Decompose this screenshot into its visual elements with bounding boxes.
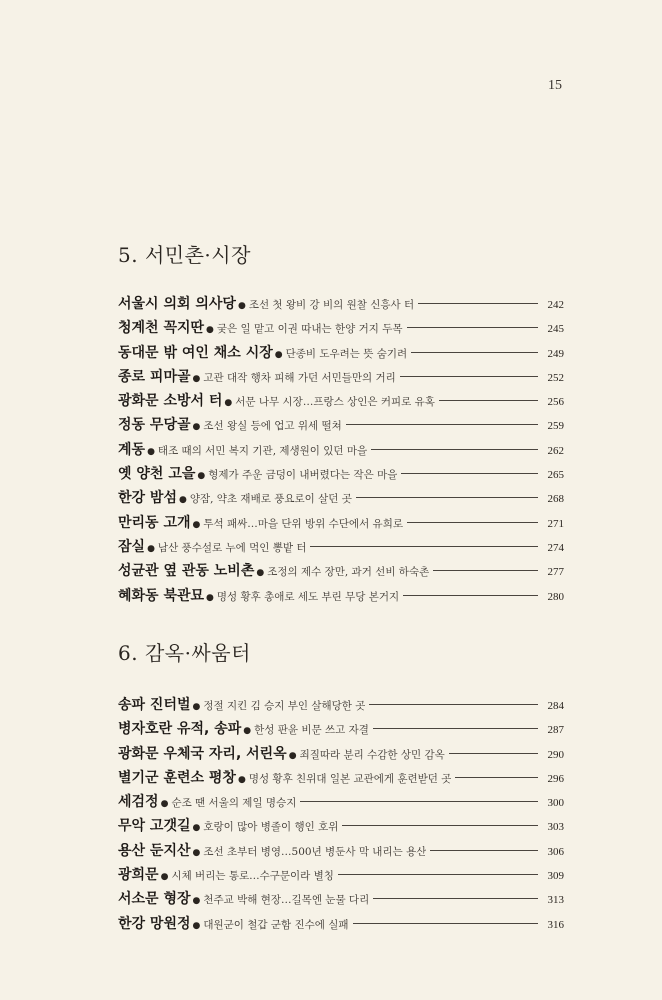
toc-entry <box>118 511 564 535</box>
bullet-icon: ● <box>147 446 155 457</box>
toc-entry <box>118 717 564 741</box>
toc-entry <box>118 341 564 365</box>
entry-description: 한성 판윤 비문 쓰고 자결 <box>254 724 369 737</box>
toc-entry <box>118 912 564 936</box>
entry-title: 계동 <box>118 441 146 458</box>
dot-leader <box>338 874 538 875</box>
entry-title: 서소문 형장 <box>118 891 191 908</box>
bullet-icon: ● <box>243 726 252 737</box>
entry-description: 대원군이 철갑 군함 진수에 실패 <box>203 918 349 931</box>
entry-description: 천주교 박해 현장…길목엔 눈물 다리 <box>203 894 370 907</box>
entry-description: 호랑이 많아 병졸이 행인 호위 <box>203 821 339 834</box>
entry-title: 송파 진터벌 <box>118 697 191 713</box>
entry-page-number: 296 <box>547 772 564 785</box>
bullet-icon: ● <box>192 702 201 712</box>
toc-entry <box>118 292 564 316</box>
dot-leader <box>371 449 538 450</box>
entry-title: 세검정 <box>118 794 159 811</box>
toc-entry <box>118 742 564 766</box>
entry-description: 고관 대작 행차 피해 가던 서민들만의 거리 <box>203 371 396 384</box>
bullet-icon: ● <box>160 799 169 810</box>
toc-entry <box>118 584 564 608</box>
entry-page-number: 280 <box>547 590 564 603</box>
entry-page-number: 284 <box>547 700 564 712</box>
entry-page-number: 245 <box>547 323 564 336</box>
entry-description: 시체 버리는 통로…수구문이라 별칭 <box>171 870 334 883</box>
bullet-icon: ● <box>192 519 201 530</box>
toc-entry-list <box>118 693 564 936</box>
entry-page-number: 259 <box>547 420 564 433</box>
entry-page-number: 287 <box>547 724 564 737</box>
dot-leader <box>353 923 538 924</box>
entry-title: 병자호란 유적, 송파 <box>118 721 242 738</box>
toc-entry <box>118 766 564 790</box>
toc-entry <box>118 559 564 583</box>
section-heading: 6. 감옥·싸움터 <box>118 641 251 665</box>
entry-title: 종로 피마골 <box>118 368 191 385</box>
entry-page-number: 300 <box>547 797 564 810</box>
dot-leader <box>356 497 538 498</box>
dot-leader <box>407 522 538 523</box>
dot-leader <box>373 898 538 899</box>
dot-leader <box>373 728 538 729</box>
toc-entry <box>118 316 564 340</box>
entry-title: 광희문 <box>118 867 159 884</box>
entry-description: 형제가 주운 금덩이 내버렸다는 작은 마을 <box>208 469 398 482</box>
entry-page-number: 309 <box>547 870 564 883</box>
bullet-icon: ● <box>256 568 265 579</box>
toc-entry <box>118 790 564 814</box>
dot-leader <box>400 376 538 377</box>
bullet-icon: ● <box>197 471 206 482</box>
entry-description: 궂은 일 맡고 이권 따내는 한양 거지 두목 <box>216 323 403 336</box>
entry-description: 투석 패싸…마을 단위 방위 수단에서 유희로 <box>203 517 403 530</box>
entry-page-number: 290 <box>547 748 564 761</box>
toc-entry <box>118 462 564 486</box>
bullet-icon: ● <box>192 847 201 858</box>
dot-leader <box>433 570 538 571</box>
entry-description: 남산 풍수설로 누에 먹인 뽕밭 터 <box>157 541 307 554</box>
toc-entry <box>118 863 564 887</box>
entry-title: 별기군 훈련소 평창 <box>118 769 236 786</box>
entry-title: 광화문 소방서 터 <box>118 393 223 410</box>
entry-description: 명성 황후 총애로 세도 부린 무당 본거지 <box>216 590 400 603</box>
entry-description: 명성 황후 친위대 일본 교관에게 훈련받던 곳 <box>248 772 452 785</box>
entry-title: 한강 망원정 <box>118 915 191 932</box>
bullet-icon: ● <box>192 422 201 433</box>
entry-page-number: 303 <box>547 821 564 834</box>
toc-entry-list <box>118 292 564 608</box>
section-seomin-chon <box>118 242 564 608</box>
entry-title: 잠실 <box>118 538 146 555</box>
entry-title: 혜화동 북관묘 <box>118 587 205 604</box>
bullet-icon: ● <box>224 398 233 409</box>
toc-entry <box>118 486 564 510</box>
entry-description: 양잠, 약초 재배로 풍요로이 살던 곳 <box>189 493 352 506</box>
section-heading: 5. 서민촌·시장 <box>118 243 251 267</box>
entry-page-number: 256 <box>547 396 564 409</box>
dot-leader <box>401 473 538 474</box>
dot-leader <box>300 801 538 802</box>
entry-page-number: 265 <box>547 469 564 482</box>
dot-leader <box>346 424 538 425</box>
entry-title: 서울시 의회 의사당 <box>118 296 236 312</box>
entry-description: 서문 나무 시장…프랑스 상인은 커피로 유혹 <box>235 396 435 409</box>
dot-leader <box>407 327 538 328</box>
entry-description: 조정의 제수 장만, 과거 선비 하숙촌 <box>267 566 430 579</box>
dot-leader <box>369 704 538 705</box>
entry-page-number: 268 <box>547 493 564 506</box>
entry-title: 한강 밤섬 <box>118 490 177 507</box>
bullet-icon: ● <box>206 325 214 336</box>
entry-title: 동대문 밖 여인 채소 시장 <box>118 344 273 361</box>
dot-leader <box>439 400 538 401</box>
entry-description: 단종비 도우려는 뜻 숨기려 <box>285 347 408 360</box>
section-gamok-ssaumteo <box>118 640 564 936</box>
entry-description: 죄질따라 분리 수감한 상민 감옥 <box>299 748 445 761</box>
entry-description: 태조 때의 서민 복지 기관, 제생원이 있던 마을 <box>157 444 368 457</box>
dot-leader <box>418 303 538 304</box>
dot-leader <box>411 352 538 353</box>
entry-page-number: 277 <box>547 566 564 579</box>
bullet-icon: ● <box>206 592 214 603</box>
toc-entry <box>118 887 564 911</box>
bullet-icon: ● <box>274 349 283 360</box>
entry-page-number: 313 <box>547 894 564 907</box>
dot-leader <box>455 777 538 778</box>
bullet-icon: ● <box>160 872 169 883</box>
dot-leader <box>403 595 538 596</box>
toc-entry <box>118 535 564 559</box>
bullet-icon: ● <box>288 750 297 761</box>
bullet-icon: ● <box>147 543 155 554</box>
bullet-icon: ● <box>237 301 246 311</box>
entry-page-number: 306 <box>547 845 564 858</box>
entry-title: 용산 둔지산 <box>118 842 191 859</box>
toc-entry <box>118 814 564 838</box>
page-number: 15 <box>548 78 562 93</box>
entry-description: 조선 왕실 등에 업고 위세 떨쳐 <box>203 420 342 433</box>
entry-title: 광화문 우체국 자리, 서린옥 <box>118 745 287 762</box>
entry-title: 정동 무당골 <box>118 417 191 434</box>
entry-description: 순조 땐 서울의 제일 명승지 <box>171 797 297 810</box>
entry-page-number: 252 <box>547 371 564 384</box>
entry-description: 조선 첫 왕비 강 비의 원찰 신흥사 터 <box>248 299 415 311</box>
entry-description: 정절 지킨 김 승지 부인 살해당한 곳 <box>203 700 366 712</box>
toc-entry <box>118 839 564 863</box>
dot-leader <box>342 825 538 826</box>
bullet-icon: ● <box>192 920 201 931</box>
dot-leader <box>449 753 538 754</box>
bullet-icon: ● <box>192 373 201 384</box>
entry-title: 무악 고갯길 <box>118 818 191 835</box>
toc-entry <box>118 438 564 462</box>
toc-entry <box>118 389 564 413</box>
entry-title: 청계천 꼭지딴 <box>118 320 205 337</box>
toc-entry <box>118 365 564 389</box>
bullet-icon: ● <box>192 823 201 834</box>
bullet-icon: ● <box>178 495 187 506</box>
dot-leader <box>430 850 538 851</box>
entry-page-number: 316 <box>547 918 564 931</box>
entry-title: 만리동 고개 <box>118 514 191 531</box>
bullet-icon: ● <box>192 896 201 907</box>
entry-title: 옛 양천 고을 <box>118 466 196 483</box>
dot-leader <box>310 546 538 547</box>
entry-page-number: 262 <box>547 444 564 457</box>
entry-page-number: 271 <box>547 517 564 530</box>
toc-entry <box>118 693 564 717</box>
entry-page-number: 274 <box>547 541 564 554</box>
toc-entry <box>118 413 564 437</box>
entry-title: 성균관 옆 관동 노비촌 <box>118 563 255 580</box>
entry-page-number: 249 <box>547 347 564 360</box>
entry-page-number: 242 <box>547 299 564 311</box>
bullet-icon: ● <box>237 774 246 785</box>
entry-description: 조선 초부터 병영…500년 병둔사 막 내리는 용산 <box>203 845 427 858</box>
